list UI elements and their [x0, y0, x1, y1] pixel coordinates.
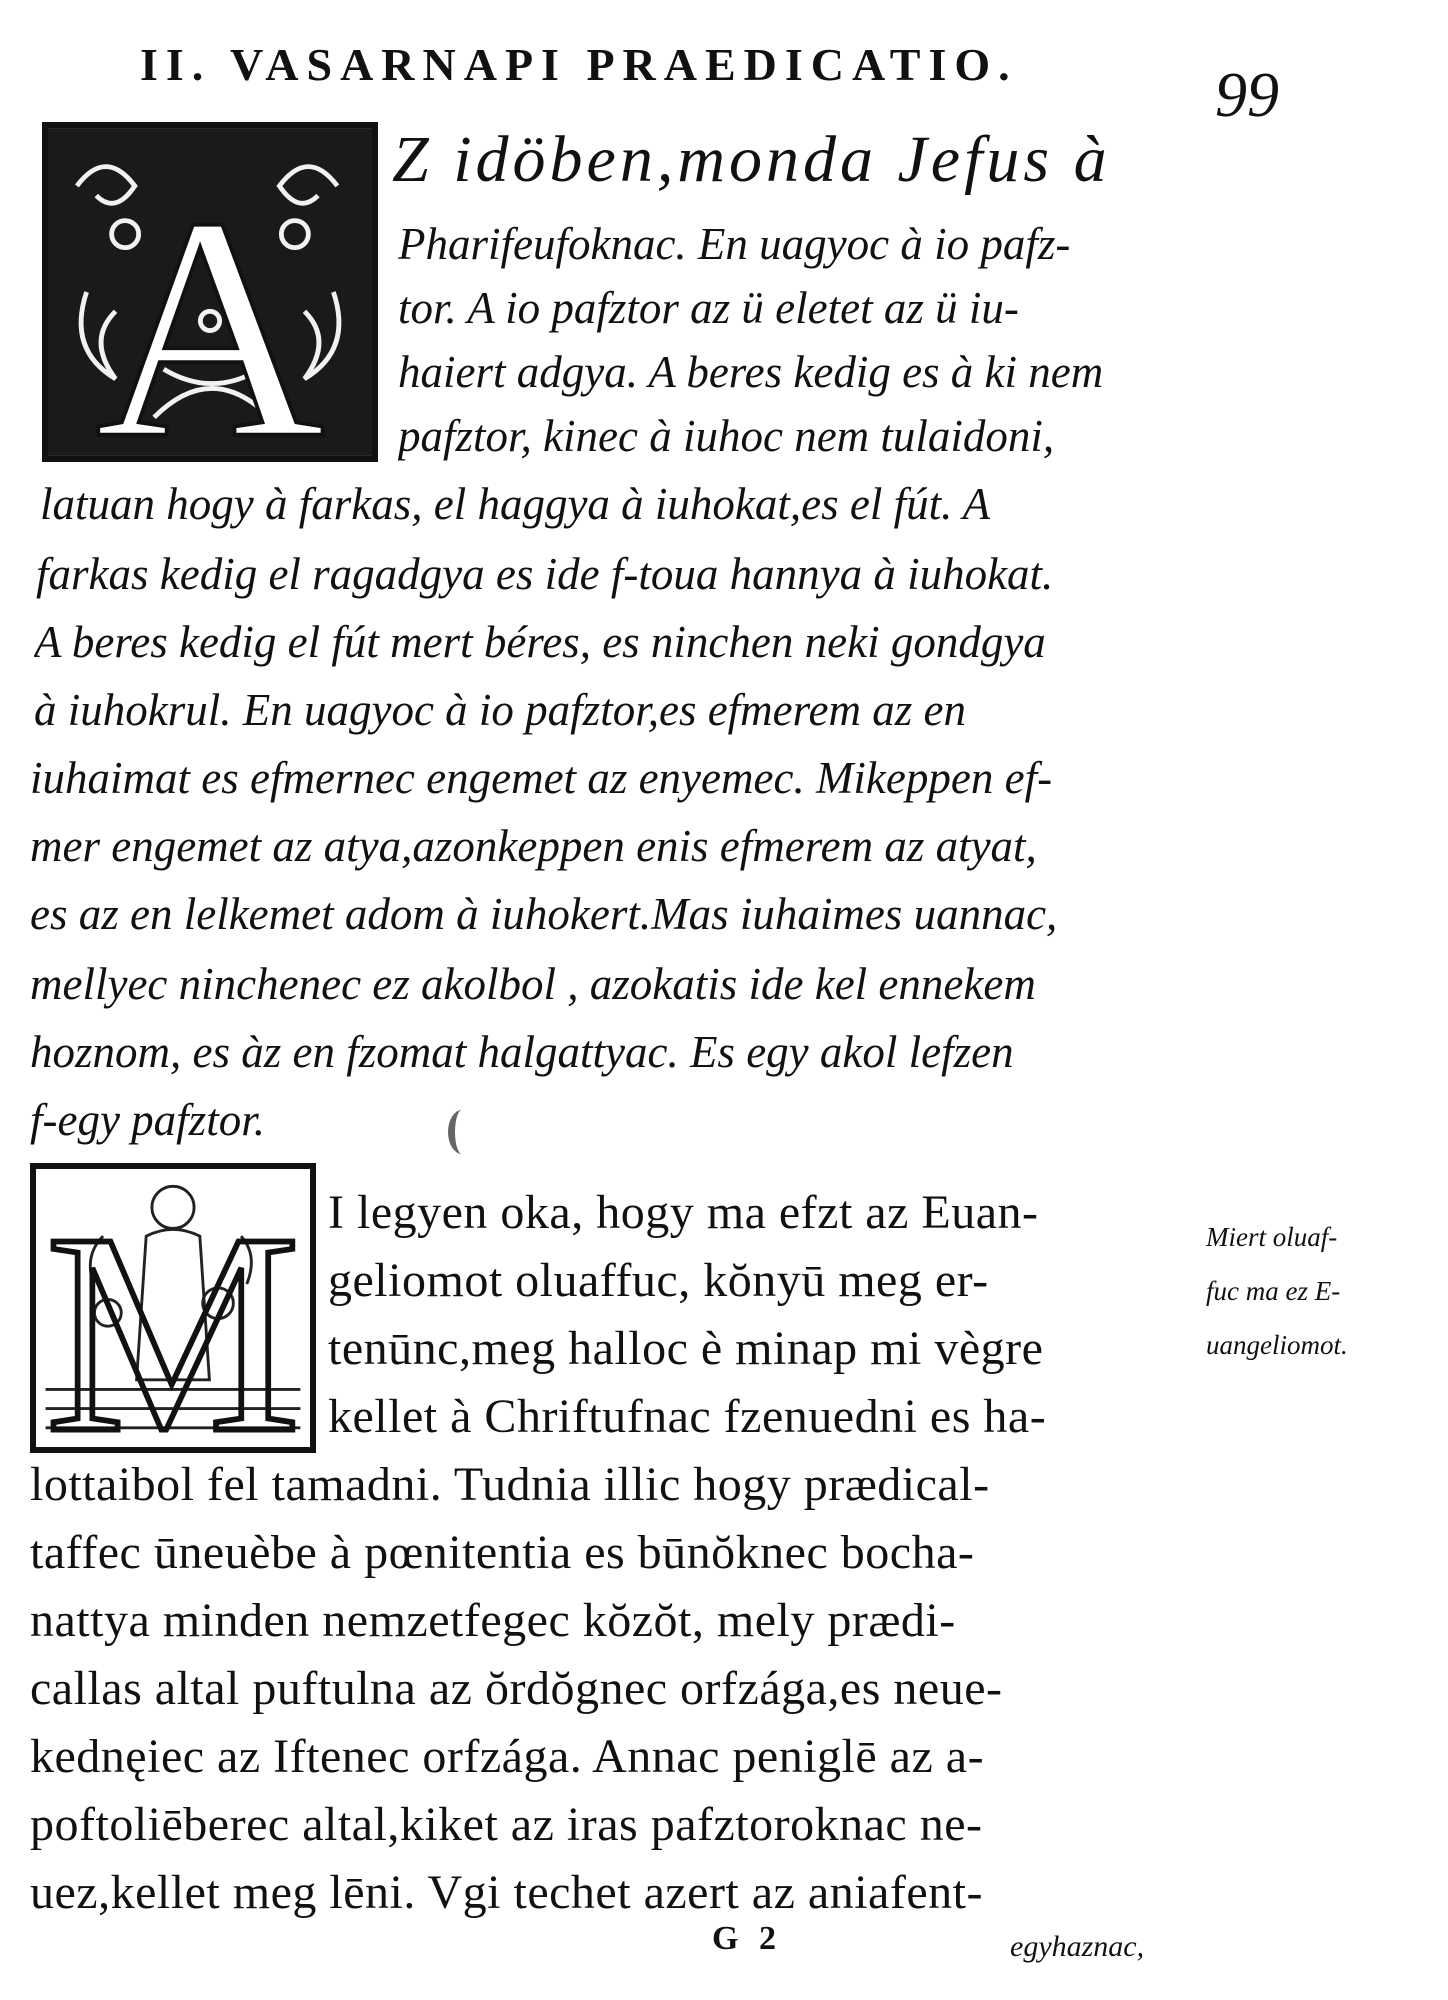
text-line: tenūnc,meg halloc è minap mi vègre [328, 1322, 1044, 1375]
text-line: poftoliēberec altal,kiket az iras pafztoroknac ne- [30, 1798, 983, 1851]
text-line: nattya minden nemzetfegec kŏzŏt, mely prædi- [30, 1594, 956, 1647]
ornament-a-icon [48, 128, 372, 456]
text-line: latuan hogy à farkas, el haggya à iuhokat,es el fút. A [40, 479, 991, 529]
ornament-m-icon [36, 1169, 310, 1447]
text-line: f-egy pafztor. [30, 1095, 265, 1145]
text-line: kednęiec az Iftenec orfzága. Annac peniglē az a- [30, 1730, 985, 1783]
text-line: lottaibol fel tamadni. Tudnia illic hogy prædical- [30, 1458, 990, 1511]
text-line: kellet à Chriftufnac fzenuedni es ha- [328, 1390, 1047, 1443]
ink-mark [448, 1110, 476, 1154]
page-number: 99 [1215, 59, 1279, 130]
text-line: tor. A io pafztor az ü eletet az ü iu- [398, 283, 1019, 333]
text-line: Pharifeufoknac. En uagyoc à io pafz- [398, 219, 1071, 269]
text-line: Z idöben,monda Jefus à [392, 123, 1111, 196]
decorated-initial-a [42, 122, 378, 462]
text-line: farkas kedig el ragadgya es ide f-toua hannya à iuhokat. [36, 549, 1054, 599]
text-line: mellyec ninchenec ez akolbol , azokatis ide kel ennekem [30, 959, 1036, 1009]
signature-mark: G 2 [712, 1920, 782, 1957]
svg-text:M: M [45, 1174, 301, 1447]
svg-text:A: A [95, 150, 325, 456]
text-line: haiert adgya. A beres kedig es à ki nem [398, 347, 1104, 397]
text-line: à iuhokrul. En uagyoc à io pafztor,es efmerem az en [34, 685, 966, 735]
text-line: callas altal puftulna az ŏrdŏgnec orfzága,es neue- [30, 1662, 1003, 1715]
text-line: pafztor, kinec à iuhoc nem tulaidoni, [398, 411, 1055, 461]
text-line: geliomot oluaffuc, kŏnyū meg er- [328, 1254, 989, 1307]
text-line: mer engemet az atya,azonkeppen enis efmerem az atyat, [30, 821, 1037, 871]
text-line: A beres kedig el fút mert béres, es ninchen neki gondgya [34, 617, 1046, 667]
text-line: uez,kellet meg lēni. Vgi techet azert az aniafent- [30, 1866, 983, 1919]
text-line: es az en lelkemet adom à iuhokert.Mas iuhaimes uannac, [30, 889, 1058, 939]
text-line: I legyen oka, hogy ma efzt az Euan- [328, 1186, 1039, 1239]
margin-note-line: fuc ma ez E- [1206, 1276, 1341, 1306]
margin-note-line: uangeliomot. [1206, 1330, 1348, 1360]
margin-note-line: Miert oluaf- [1206, 1222, 1338, 1252]
text-line: taffec ūneuèbe à pœnitentia es būnŏknec bocha- [30, 1526, 975, 1579]
running-title: II. VASARNAPI PRAEDICATIO. [140, 39, 1018, 90]
decorated-initial-m [30, 1163, 316, 1453]
text-line: hoznom, es àz en fzomat halgattyac. Es egy akol lefzen [30, 1027, 1014, 1077]
catchword: egyhaznac, [1010, 1930, 1145, 1963]
text-line: iuhaimat es efmernec engemet az enyemec. Mikeppen ef- [30, 753, 1053, 803]
